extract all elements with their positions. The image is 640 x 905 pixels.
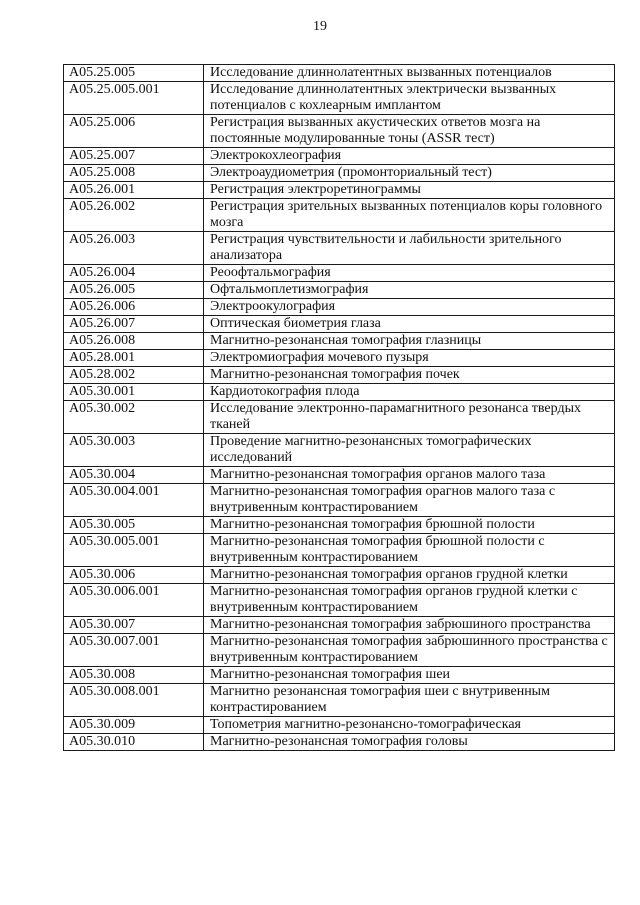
procedure-code: A05.30.008.001 [64,684,204,717]
procedure-name: Регистрация вызванных акустических ответов мозга на постоянные модулированные тоны (ASSR тест) [204,115,615,148]
table-row [64,148,615,165]
procedure-name: Магнитно-резонансная томография забрюшиного пространства [204,617,615,634]
procedure-name: Электрокохлеография [204,148,615,165]
procedure-code: A05.28.002 [64,367,204,384]
table-row [64,165,615,182]
table-row [64,65,615,82]
table-row [64,667,615,684]
procedure-code: A05.26.007 [64,316,204,333]
procedure-name: Оптическая биометрия глаза [204,316,615,333]
table-row [64,333,615,350]
procedure-code: A05.26.002 [64,199,204,232]
table-row [64,82,615,115]
table-row [64,517,615,534]
procedure-name: Регистрация электроретинограммы [204,182,615,199]
procedure-code: A05.25.007 [64,148,204,165]
procedure-code: A05.30.008 [64,667,204,684]
procedure-name: Топометрия магнитно-резонансно-томографическая [204,717,615,734]
procedure-name: Магнитно-резонансная томография головы [204,734,615,751]
table-row [64,567,615,584]
procedure-name: Магнитно резонансная томография шеи с внутривенным контрастированием [204,684,615,717]
procedure-name: Магнитно-резонансная томография забрюшинного пространства с внутривенным контрастированием [204,634,615,667]
procedure-name: Магнитно-резонансная томография органов малого таза [204,467,615,484]
procedure-code: A05.30.003 [64,434,204,467]
table-row [64,617,615,634]
procedure-code: A05.30.009 [64,717,204,734]
procedure-codes-table [63,64,615,751]
procedure-code: A05.25.008 [64,165,204,182]
table-row [64,434,615,467]
procedure-name: Магнитно-резонансная томография органов грудной клетки с внутривенным контрастированием [204,584,615,617]
table-row [64,401,615,434]
procedure-name: Магнитно-резонансная томография орагнов малого таза с внутривенным контрастированием [204,484,615,517]
procedure-code: A05.26.004 [64,265,204,282]
table-row [64,717,615,734]
table-row [64,584,615,617]
table-row [64,182,615,199]
procedure-name: Реоофтальмография [204,265,615,282]
procedure-name: Исследование длиннолатентных электрически вызванных потенциалов с кохлеарным имплантом [204,82,615,115]
table-row [64,484,615,517]
table-row [64,299,615,316]
procedure-code: A05.28.001 [64,350,204,367]
procedure-name: Исследование длиннолатентных вызванных потенциалов [204,65,615,82]
procedure-code: A05.30.007 [64,617,204,634]
procedure-name: Офтальмоплетизмография [204,282,615,299]
procedure-name: Магнитно-резонансная томография органов грудной клетки [204,567,615,584]
procedure-code: A05.30.005.001 [64,534,204,567]
table-row [64,467,615,484]
procedure-code: A05.26.006 [64,299,204,316]
table-row [64,199,615,232]
procedure-name: Электроокулография [204,299,615,316]
procedure-code: A05.30.002 [64,401,204,434]
procedure-code: A05.30.010 [64,734,204,751]
procedure-name: Магнитно-резонансная томография почек [204,367,615,384]
procedure-name: Регистрация зрительных вызванных потенциалов коры головного мозга [204,199,615,232]
procedure-name: Кардиотокография плода [204,384,615,401]
procedure-name: Магнитно-резонансная томография брюшной полости с внутривенным контрастированием [204,534,615,567]
table-row [64,115,615,148]
table-row [64,282,615,299]
procedure-code: A05.26.008 [64,333,204,350]
procedure-code: A05.26.003 [64,232,204,265]
procedure-name: Электромиография мочевого пузыря [204,350,615,367]
procedure-code: A05.25.006 [64,115,204,148]
procedure-code: A05.30.006.001 [64,584,204,617]
table-row [64,384,615,401]
table-row [64,684,615,717]
procedure-name: Электроаудиометрия (промонториальный тест) [204,165,615,182]
procedure-code: A05.30.004 [64,467,204,484]
table-row [64,534,615,567]
table-row [64,265,615,282]
table-row [64,232,615,265]
table-row [64,316,615,333]
table-row [64,634,615,667]
procedure-code: A05.30.006 [64,567,204,584]
procedure-code: A05.30.004.001 [64,484,204,517]
table-row [64,367,615,384]
procedure-code: A05.25.005.001 [64,82,204,115]
procedure-name: Проведение магнитно-резонансных томографических исследований [204,434,615,467]
procedure-code: A05.25.005 [64,65,204,82]
procedure-name: Магнитно-резонансная томография глазницы [204,333,615,350]
page-number: 19 [313,19,327,34]
procedure-name: Исследование электронно-парамагнитного резонанса твердых тканей [204,401,615,434]
procedure-name: Магнитно-резонансная томография шеи [204,667,615,684]
procedure-code: A05.30.001 [64,384,204,401]
procedure-name: Магнитно-резонансная томография брюшной полости [204,517,615,534]
procedure-code: A05.26.005 [64,282,204,299]
procedure-code: A05.26.001 [64,182,204,199]
procedure-code: A05.30.007.001 [64,634,204,667]
procedure-name: Регистрация чувствительности и лабильности зрительного анализатора [204,232,615,265]
procedure-codes-body [64,65,615,751]
table-row [64,350,615,367]
procedure-code: A05.30.005 [64,517,204,534]
table-row [64,734,615,751]
